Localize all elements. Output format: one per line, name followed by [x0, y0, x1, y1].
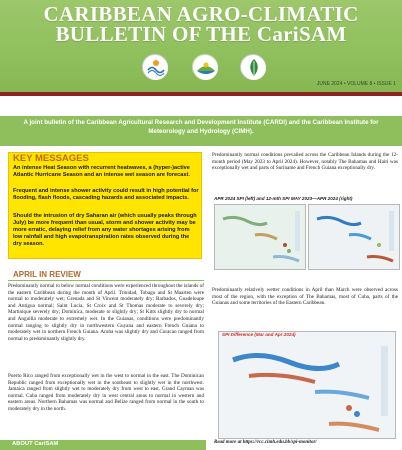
april-review-paragraph-1: Predominantly normal to below normal conditions were experienced throughout the islands of the eastern Caribbean during the month of April. Trinidad, Tobago and St Maarten were normal to moderately wet; Grenada and St Vincent moderately dry; Barbados, Guadeloupe and Antigua normal; Saint Lucia, St Croix and St Thomas moderate to severely dry; Martinique severely dry; Dominica, moderate to slightly dry; St Kitts slightly dry to normal and Anguilla moderate to extremely wet. In the Guianas, conditions were predominantly normal ranging to slightly dry in northwestern Guyana and eastern French Guiana to moderately wet in northern French Guiana. Aruba was slightly dry and Curacao ranged from normal to predominantly slightly dry.: [8, 283, 204, 342]
spi-difference-title: SPI Difference (Mar and Apr 2024): [222, 332, 296, 337]
spi-monitor-link[interactable]: Read more at https://rcc.cimh.edu.bb/spi-monitor/: [214, 440, 317, 445]
masthead-divider: [0, 92, 402, 96]
twelve-month-summary: Predominantly normal conditions prevailed across the Caribbean Islands during the 12-month period (May 2023 to April 2024). However, notably The Bahamas and Haiti was exceptionally wet and parts of Suriname and French Guiana exceptionally dry.: [212, 152, 398, 172]
spi-difference-map: [218, 331, 396, 439]
key-message-1: An intense Heat Season with recurrent heatwaves, a (hyper-)active Atlantic Hurricane Season and an intense wet season are forecast.: [13, 165, 190, 178]
issue-info: JUNE 2024 • VOLUME 8 • ISSUE 1: [316, 81, 396, 87]
twelve-month-spi-map: [308, 204, 400, 270]
april-review-paragraph-2: Puerto Rico ranged from exceptionally wet in the west to normal in the east. The Dominican Republic ranged from exceptionally wet in the southeast to slightly wet in the northwest. Jamaica ranged from slightly wet to moderately dry from west to east. Grand Cayman was normal. Cuba ranged from moderately dry in west central areas to normal in western and eastern areas. Northern Bahamas was normal and Belize ranged from normal in the south to moderately dry in the north.: [8, 373, 204, 412]
partner-logo-1-icon: [142, 54, 168, 80]
bulletin-title-line1: CARIBBEAN AGRO-CLIMATIC: [43, 2, 359, 26]
spi-maps-caption: APR 2024 SPI (left) and 12-mth SPI MAY 2023—APR 2024 (right): [214, 196, 353, 201]
bulletin-title-line2: BULLETIN OF THE CariSAM: [55, 22, 347, 46]
april-review-title: APRIL IN REVIEW: [13, 270, 81, 279]
about-title: ABOUT CariSAM: [12, 441, 59, 447]
cardi-logo-icon: [240, 54, 266, 80]
key-message-3: Should the intrusion of dry Saharan air (which usually peaks through July) be more frequent than usual, storm and shower activity may be more erratic, delaying relief from any water shortages arising from low rainfall and high evapotranspiration rates observed during the dry season.: [13, 213, 197, 247]
april-review-rule: [8, 280, 204, 281]
key-messages-title: KEY MESSAGES: [13, 153, 89, 164]
apr-spi-map: [214, 204, 306, 270]
key-message-2: Frequent and intense shower activity could result in high potential for flooding, flash floods, cascading hazards and associated impacts.: [13, 188, 199, 201]
cimh-logo-icon: [192, 54, 218, 80]
wetter-conditions-summary: Predominantly relatively wetter conditions in April than March were observed across most of the region, with the exception of The Bahamas, most of Cuba, parts of the Guianas and some territories of the Eastern Caribbean.: [212, 287, 398, 307]
joint-bulletin-text: A joint bulletin of the Caribbean Agricultural Research and Development Institute (CARDI) and the Caribbean Institute for Meteorology and Hydrology (CIMH).: [23, 119, 379, 135]
